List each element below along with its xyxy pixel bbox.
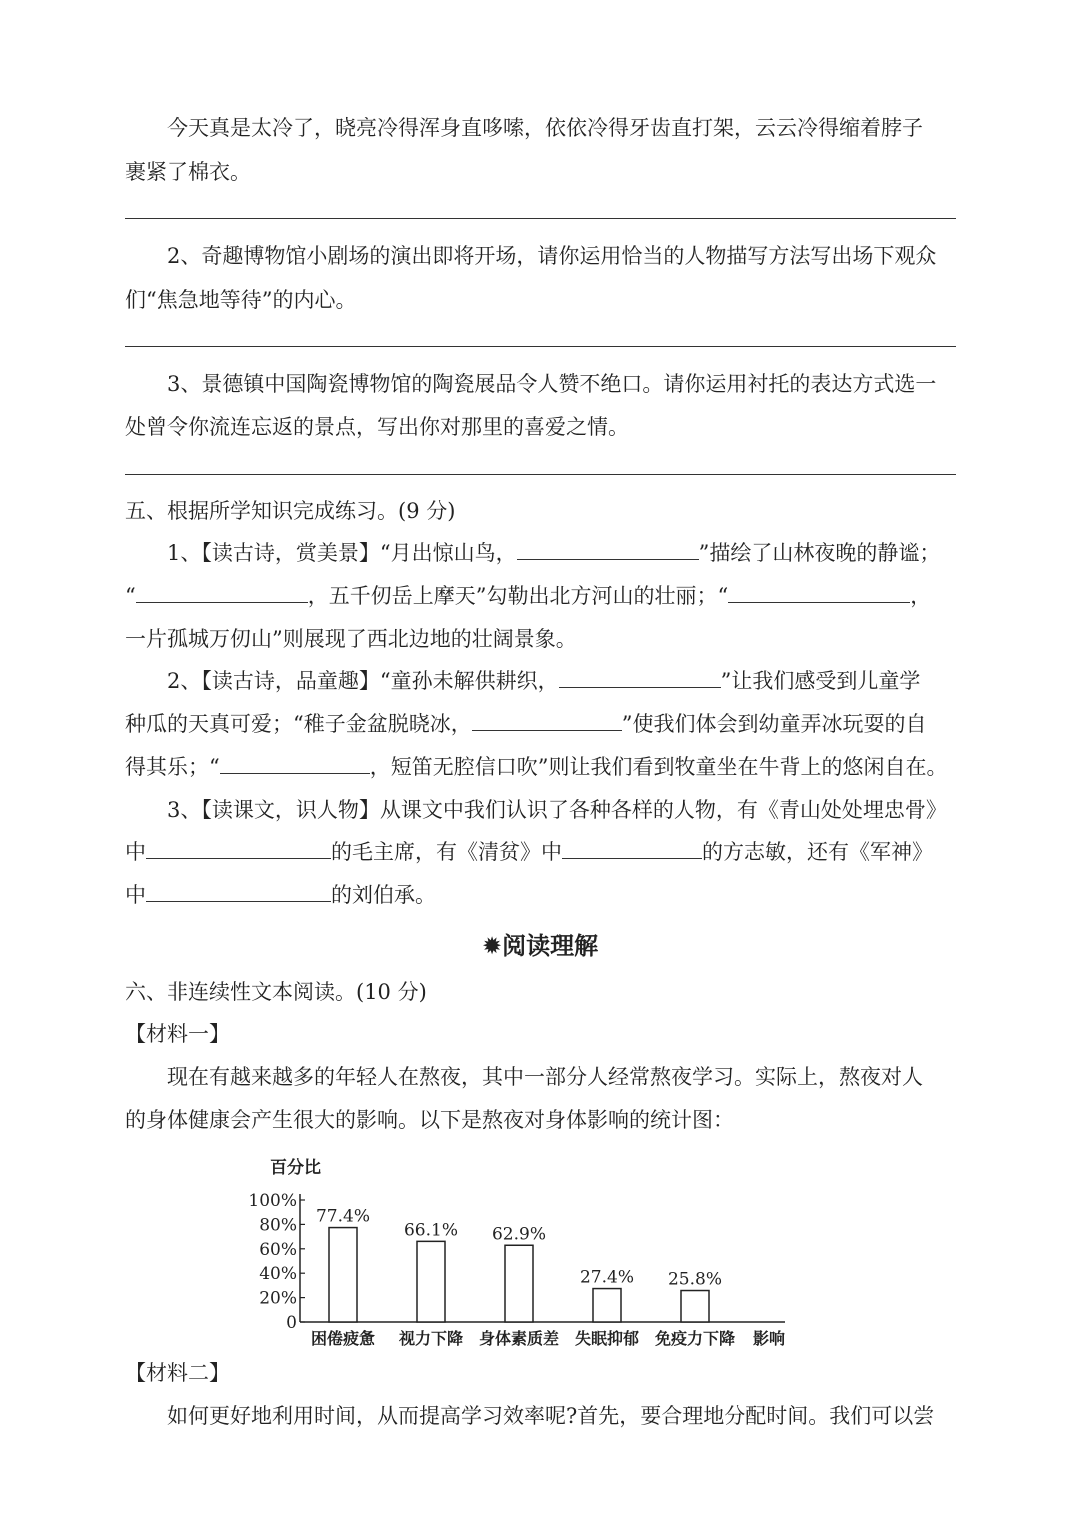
s5-item3-line1: 3、【读课文，识人物】从课文中我们认识了各种各样的人物，有《青山处处埋忠骨》 [167, 798, 947, 822]
bar [329, 1228, 357, 1322]
material1-line1: 现在有越来越多的年轻人在熬夜，其中一部分人经常熬夜学习。实际上，熬夜对人 [167, 1065, 923, 1089]
y-axis-label: 百分比 [270, 1158, 321, 1178]
y-tick-label: 100% [248, 1191, 297, 1211]
bar [505, 1245, 533, 1322]
bar [417, 1241, 445, 1322]
fill-blank[interactable] [562, 838, 702, 859]
y-tick-label: 40% [259, 1264, 297, 1285]
x-tick-label: 困倦疲惫 [310, 1329, 376, 1348]
fill-blank[interactable] [220, 753, 370, 774]
x-tick-label: 失眠抑郁 [574, 1329, 640, 1348]
x-tick-label: 免疫力下降 [654, 1329, 736, 1348]
data-label: 66.1% [403, 1220, 459, 1241]
y-tick-label: 60% [259, 1239, 297, 1260]
q3-line1: 3、景德镇中国陶瓷博物馆的陶瓷展品令人赞不绝口。请你运用衬托的表达方式选一 [167, 372, 937, 396]
x-tick-label: 身体素质差 [478, 1329, 560, 1348]
s5-item1-text-b: ”描绘了山林夜晚的静谧； [698, 541, 941, 565]
s5-item2-text-e: 得其乐；“ [125, 755, 220, 779]
bar [681, 1291, 709, 1322]
fill-blank[interactable] [517, 539, 699, 560]
s5-item2-line2 [125, 708, 926, 738]
q3-line2: 处曾令你流连忘返的景点，写出你对那里的喜爱之情。 [125, 415, 629, 439]
s5-item1-text-a: 1、【读古诗，赏美景】“月出惊山鸟， [167, 541, 517, 565]
s5-item1-text-d: ，五千仞岳上摩天”勾勒出北方河山的壮丽；“ [307, 584, 729, 608]
material2-line1: 如何更好地利用时间，从而提高学习效率呢?首先，要合理地分配时间。我们可以尝 [167, 1404, 935, 1428]
s5-item1-text-c: “ [125, 584, 136, 608]
s5-item3-line2 [125, 836, 933, 866]
section6-title: 六、非连续性文本阅读。(10 分) [125, 980, 427, 1004]
x-tick-label: 视力下降 [398, 1329, 464, 1348]
s5-item2-text-a: 2、【读古诗，品童趣】“童孙未解供耕织， [167, 669, 559, 693]
s5-item3-text-d: 的方志敏，还有《军神》 [702, 840, 933, 864]
material1-line2: 的身体健康会产生很大的影响。以下是熬夜对身体影响的统计图： [125, 1108, 734, 1132]
fill-blank[interactable] [146, 881, 331, 902]
s5-item1-line1 [167, 537, 940, 567]
s5-item2-line1 [167, 665, 920, 695]
x-axis-label: 影响 [752, 1329, 786, 1348]
s5-item3-text-b: 中 [125, 840, 146, 864]
stay-up-late-impact-chart [245, 1150, 805, 1350]
s5-item2-text-d: ”使我们体会到幼童弄冰玩耍的自 [621, 712, 927, 736]
fill-blank[interactable] [146, 838, 331, 859]
answer-line-1[interactable] [125, 218, 956, 219]
s5-item3-line3 [125, 879, 436, 909]
material2-label: 【材料二】 [125, 1361, 230, 1385]
y-tick-label: 80% [259, 1215, 297, 1236]
answer-line-3[interactable] [125, 474, 956, 475]
section5-title: 五、根据所学知识完成练习。(9 分) [125, 499, 456, 523]
fill-blank[interactable] [472, 710, 622, 731]
s5-item2-text-c: 种瓜的天真可爱；“稚子金盆脱晓冰， [125, 712, 472, 736]
s5-item1-line2 [125, 580, 931, 610]
bar [593, 1289, 621, 1322]
y-tick-label: 20% [259, 1288, 297, 1309]
data-label: 25.8% [667, 1269, 723, 1290]
q2-line2: 们“焦急地等待”的内心。 [125, 288, 357, 312]
fill-blank[interactable] [728, 582, 910, 603]
fill-blank[interactable] [559, 667, 721, 688]
q1-line1: 今天真是太冷了，晓亮冷得浑身直哆嗦，依依冷得牙齿直打架，云云冷得缩着脖子 [167, 116, 923, 140]
reading-heading: ✹阅读理解 [482, 932, 599, 960]
data-label: 77.4% [315, 1206, 371, 1227]
data-label: 62.9% [491, 1224, 547, 1245]
s5-item1-line3: 一片孤城万仞山”则展现了西北边地的壮阔景象。 [125, 627, 577, 651]
s5-item2-text-b: ”让我们感受到儿童学 [720, 669, 921, 693]
data-label: 27.4% [579, 1267, 635, 1288]
s5-item2-text-f: ，短笛无腔信口吹”则让我们看到牧童坐在牛背上的悠闲自在。 [369, 755, 948, 779]
s5-item3-text-f: 的刘伯承。 [331, 883, 436, 907]
s5-item2-line3 [125, 751, 947, 781]
s5-item1-text-e: ， [910, 584, 932, 608]
answer-line-2[interactable] [125, 346, 956, 347]
q2-line1: 2、奇趣博物馆小剧场的演出即将开场，请你运用恰当的人物描写方法写出场下观众 [167, 244, 937, 268]
s5-item3-text-c: 的毛主席，有《清贫》中 [331, 840, 562, 864]
q1-line2: 裹紧了棉衣。 [125, 160, 251, 184]
fill-blank[interactable] [136, 582, 308, 603]
s5-item3-text-e: 中 [125, 883, 146, 907]
y-tick-label: 0 [286, 1313, 297, 1333]
material1-label: 【材料一】 [125, 1022, 230, 1046]
